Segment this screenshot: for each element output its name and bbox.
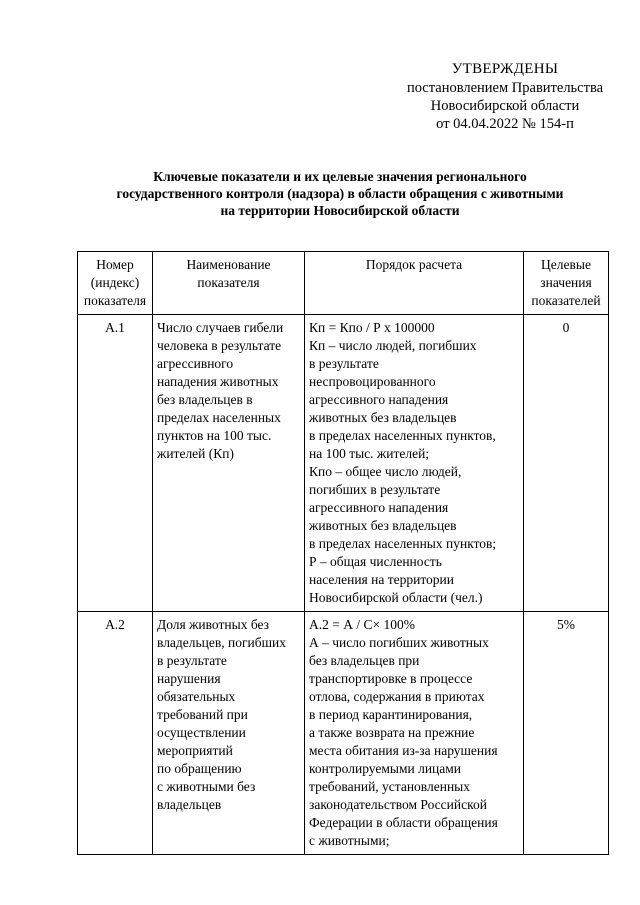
header-calculation: Порядок расчета (305, 252, 524, 315)
table-header-row (78, 252, 609, 315)
header-number: Номер (индекс) показателя (78, 252, 153, 315)
indicator-number: А.1 (78, 315, 153, 612)
approval-heading: УТВЕРЖДЕНЫ (451, 61, 559, 77)
target-value: 5% (524, 612, 609, 855)
table-row (78, 315, 609, 612)
approval-line: от 04.04.2022 № 154-п (436, 116, 574, 132)
target-value: 0 (524, 315, 609, 612)
document-title (70, 168, 610, 219)
calculation-method: Кп = Кпо / Р х 100000 Кп – число людей, погибших в результате неспровоцированного агрессивного нападения животных без владельцев в пределах населенных пунктов, на 100 тыс. жителей; Кпо – общее число людей, погибших в результате агрессивного нападения животных без владельцев в пределах населенных пунктов; Р – общая численность населения на территории Новосибирской области (чел.) (305, 315, 524, 612)
approval-line: Новосибирской области (430, 98, 580, 114)
table-row (78, 612, 609, 855)
title-line: Ключевые показатели и их целевые значения регионального (153, 169, 527, 184)
header-name: Наименование показателя (153, 252, 305, 315)
indicators-table (77, 251, 609, 855)
indicator-name: Число случаев гибели человека в результате агрессивного нападения животных без владельцев в пределах населенных пунктов на 100 тыс. жителей (Кп) (153, 315, 305, 612)
indicator-name: Доля животных без владельцев, погибших в результате нарушения обязательных требований при осуществлении мероприятий по обращению с животными без владельцев (153, 612, 305, 855)
calculation-method: А.2 = А / С× 100% А – число погибших животных без владельцев при транспортировке в процессе отлова, содержания в приютах в период карантинирования, а также возврата на прежние места обитания из-за нарушения контролируемыми лицами требований, установленных законодательством Российской Федерации в области обращения с животными; (305, 612, 524, 855)
title-line: на территории Новосибирской области (220, 203, 460, 218)
indicator-number: А.2 (78, 612, 153, 855)
approval-stamp (380, 60, 630, 133)
header-target: Целевые значения показателей (524, 252, 609, 315)
title-line: государственного контроля (надзора) в области обращения с животными (116, 186, 564, 201)
approval-line: постановлением Правительства (406, 80, 604, 96)
